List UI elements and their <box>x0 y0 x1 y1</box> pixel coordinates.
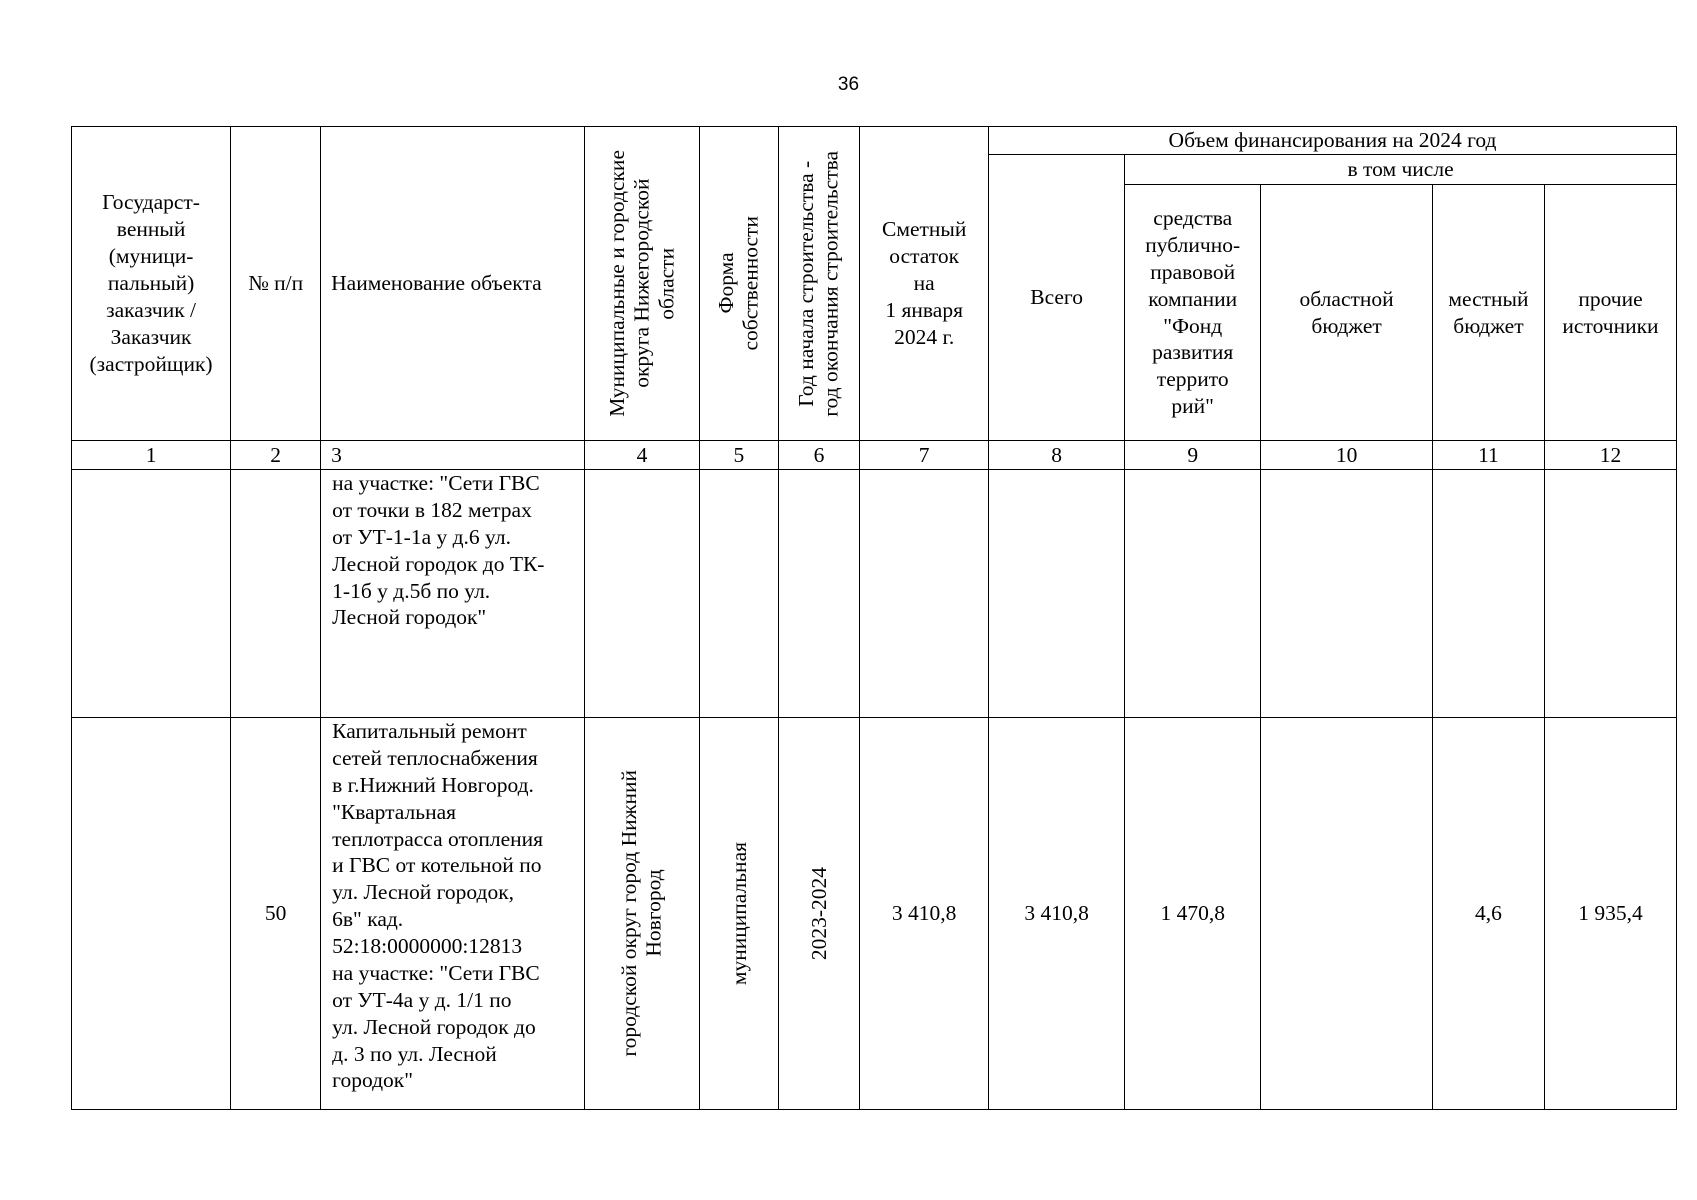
cell-balance: 3 410,8 <box>860 718 989 1110</box>
cell-regional <box>1261 718 1433 1110</box>
header-district-text: Муниципальные и городские округа Нижегородской области <box>604 150 679 417</box>
header-fund: средства публично- правовой компании "Фонд развития террито рий" <box>1125 185 1261 441</box>
column-number: 10 <box>1261 441 1433 470</box>
column-number: 5 <box>700 441 779 470</box>
header-including: в том числе <box>1125 155 1677 185</box>
cell-regional <box>1261 470 1433 718</box>
header-funding-group: Объем финансирования на 2024 год <box>989 127 1677 155</box>
column-number: 4 <box>584 441 699 470</box>
table-row <box>72 470 1677 718</box>
header-ownership-text: Форма собственности <box>714 216 763 351</box>
cell-district <box>584 718 699 1110</box>
column-number-row <box>72 441 1677 470</box>
header-years <box>778 127 860 441</box>
column-number: 11 <box>1432 441 1544 470</box>
header-total: Всего <box>989 155 1125 441</box>
header-regional: областной бюджет <box>1261 185 1433 441</box>
cell-years <box>778 718 860 1110</box>
cell-ownership <box>700 718 779 1110</box>
cell-years-text: 2023-2024 <box>806 866 831 961</box>
cell-object-name: на участке: "Сети ГВС от точки в 182 метрах от УТ-1-1а у д.6 ул. Лесной городок до ТК- 1-1б у д.5б по ул. Лесной городок" <box>321 470 585 718</box>
column-number: 8 <box>989 441 1125 470</box>
cell-district-text: городской округ город Нижний Новгород <box>617 770 667 1057</box>
column-number: 9 <box>1125 441 1261 470</box>
cell-customer <box>72 470 231 718</box>
header-ownership <box>700 127 779 441</box>
header-customer: Государст- венный (муници- пальный) заказчик / Заказчик (застройщик) <box>72 127 231 441</box>
cell-total <box>989 470 1125 718</box>
column-number: 12 <box>1544 441 1676 470</box>
cell-number <box>231 470 321 718</box>
column-number: 3 <box>321 441 585 470</box>
cell-district <box>584 470 699 718</box>
column-number: 2 <box>231 441 321 470</box>
cell-years <box>778 470 860 718</box>
column-number: 6 <box>778 441 860 470</box>
column-number: 1 <box>72 441 231 470</box>
header-district <box>584 127 699 441</box>
header-other: прочие источники <box>1544 185 1676 441</box>
cell-number: 50 <box>231 718 321 1110</box>
header-local: местный бюджет <box>1432 185 1544 441</box>
header-balance: Сметный остаток на 1 января 2024 г. <box>860 127 989 441</box>
cell-fund: 1 470,8 <box>1125 718 1261 1110</box>
financing-table <box>71 126 1677 1110</box>
cell-customer <box>72 718 231 1110</box>
header-years-text: Год начала строительства - год окончания строительства <box>794 150 843 417</box>
cell-fund <box>1125 470 1261 718</box>
cell-ownership <box>700 470 779 718</box>
cell-other: 1 935,4 <box>1544 718 1676 1110</box>
table-row <box>72 718 1677 1110</box>
cell-local <box>1432 470 1544 718</box>
cell-total: 3 410,8 <box>989 718 1125 1110</box>
cell-other <box>1544 470 1676 718</box>
page-number: 36 <box>837 74 860 95</box>
cell-balance <box>860 470 989 718</box>
cell-object-name: Капитальный ремонт сетей теплоснабжения в г.Нижний Новгород. "Квартальная теплотрасса отопления и ГВС от котельной по ул. Лесной городок, 6в" кад. 52:18:0000000:12813 на участке: "Сети ГВС от УТ-4а у д. 1/1 по ул. Лесной городок до д. 3 по ул. Лесной городок" <box>321 718 585 1110</box>
cell-local: 4,6 <box>1432 718 1544 1110</box>
column-number: 7 <box>860 441 989 470</box>
header-object-name: Наименование объекта <box>321 127 585 441</box>
header-number: № п/п <box>231 127 321 441</box>
cell-ownership-text: муниципальная <box>726 841 751 986</box>
